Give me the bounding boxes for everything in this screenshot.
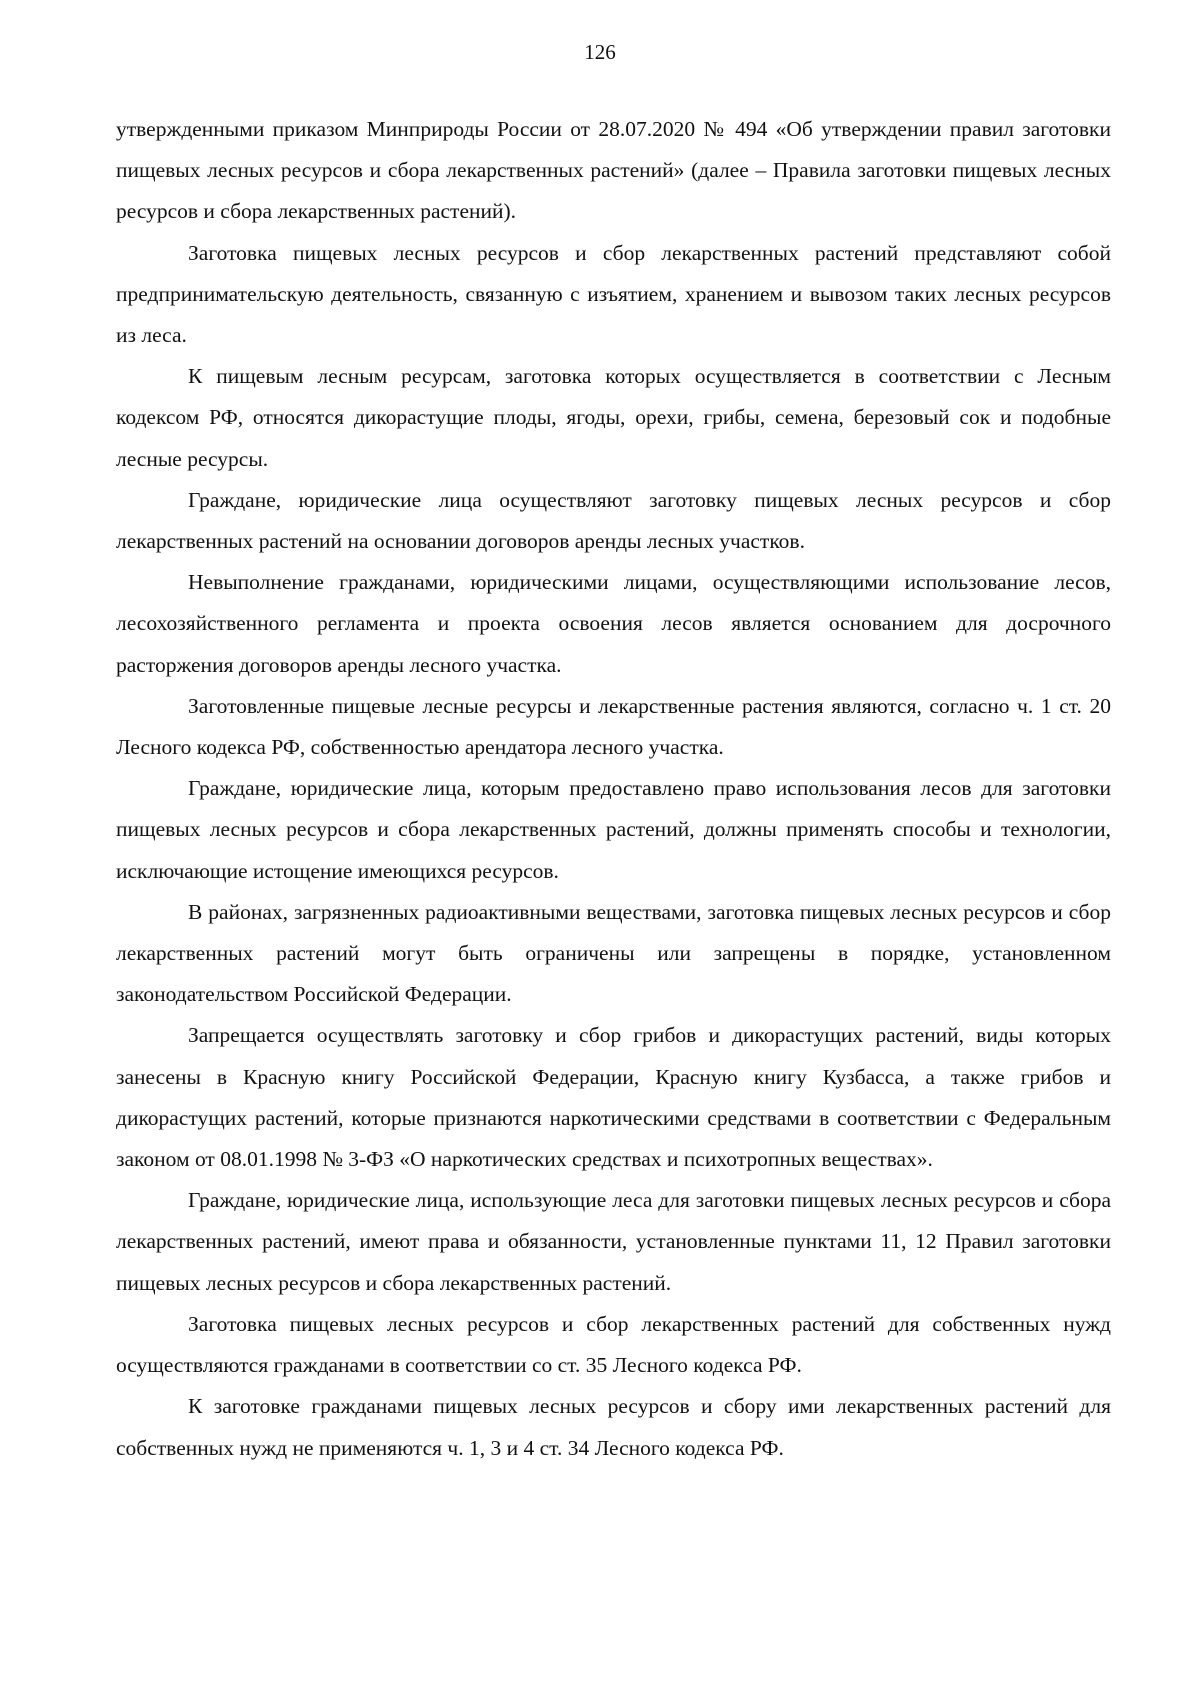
paragraph: Заготовка пищевых лесных ресурсов и сбор лекарственных растений для собственных нужд осуществляются гражданами в соответствии со ст. 35 Лесного кодекса РФ.: [116, 1311, 1111, 1378]
paragraph: Заготовленные пищевые лесные ресурсы и лекарственные растения являются, согласно ч. 1 ст. 20 Лесного кодекса РФ, собственностью арендатора лесного участка.: [116, 693, 1111, 760]
paragraph: Заготовка пищевых лесных ресурсов и сбор лекарственных растений представляют собой предпринимательскую деятельность, связанную с изъятием, хранением и вывозом таких лесных ресурсов из леса.: [116, 240, 1111, 348]
paragraph: Граждане, юридические лица, использующие леса для заготовки пищевых лесных ресурсов и сбора лекарственных растений, имеют права и обязанности, установленные пунктами 11, 12 Правил заготовки пищевых лесных ресурсов и сбора лекарственных растений.: [116, 1188, 1111, 1295]
document-body: [116, 109, 1111, 1469]
paragraph: К пищевым лесным ресурсам, заготовка которых осуществляется в соответствии с Лесным кодексом РФ, относятся дикорастущие плоды, ягоды, орехи, грибы, семена, березовый сок и подобные лесные ресурсы.: [116, 364, 1111, 471]
paragraph: К заготовке гражданами пищевых лесных ресурсов и сбору ими лекарственных растений для собственных нужд не применяются ч. 1, 3 и 4 ст. 34 Лесного кодекса РФ.: [116, 1394, 1111, 1460]
page-number: 126: [584, 40, 616, 64]
paragraph: Запрещается осуществлять заготовку и сбор грибов и дикорастущих растений, виды которых занесены в Красную книгу Российской Федерации, Красную книгу Кузбасса, а также грибов и дикорастущих растений, которые признаются наркотическими средствами в соответствии с Федеральным законом от 08.01.1998 № 3-ФЗ «О наркотических средствах и психотропных веществах».: [116, 1023, 1111, 1172]
paragraph: Невыполнение гражданами, юридическими лицами, осуществляющими использование лесов, лесохозяйственного регламента и проекта освоения лесов является основанием для досрочного расторжения договоров аренды лесного участка.: [116, 570, 1111, 677]
paragraph: Граждане, юридические лица осуществляют заготовку пищевых лесных ресурсов и сбор лекарственных растений на основании договоров аренды лесных участков.: [116, 487, 1111, 554]
paragraph-continuation: утвержденными приказом Минприроды России от 28.07.2020 № 494 «Об утверждении правил заготовки пищевых лесных ресурсов и сбора лекарственных растений» (далее – Правила заготовки пищевых лесных ресурсов и сбора лекарственных растений).: [116, 117, 1111, 224]
paragraph: В районах, загрязненных радиоактивными веществами, заготовка пищевых лесных ресурсов и сбор лекарственных растений могут быть ограничены или запрещены в порядке, установленном законодательством Российской Федерации.: [116, 899, 1111, 1007]
paragraph: Граждане, юридические лица, которым предоставлено право использования лесов для заготовки пищевых лесных ресурсов и сбора лекарственных растений, должны применять способы и технологии, исключающие истощение имеющихся ресурсов.: [116, 776, 1111, 883]
